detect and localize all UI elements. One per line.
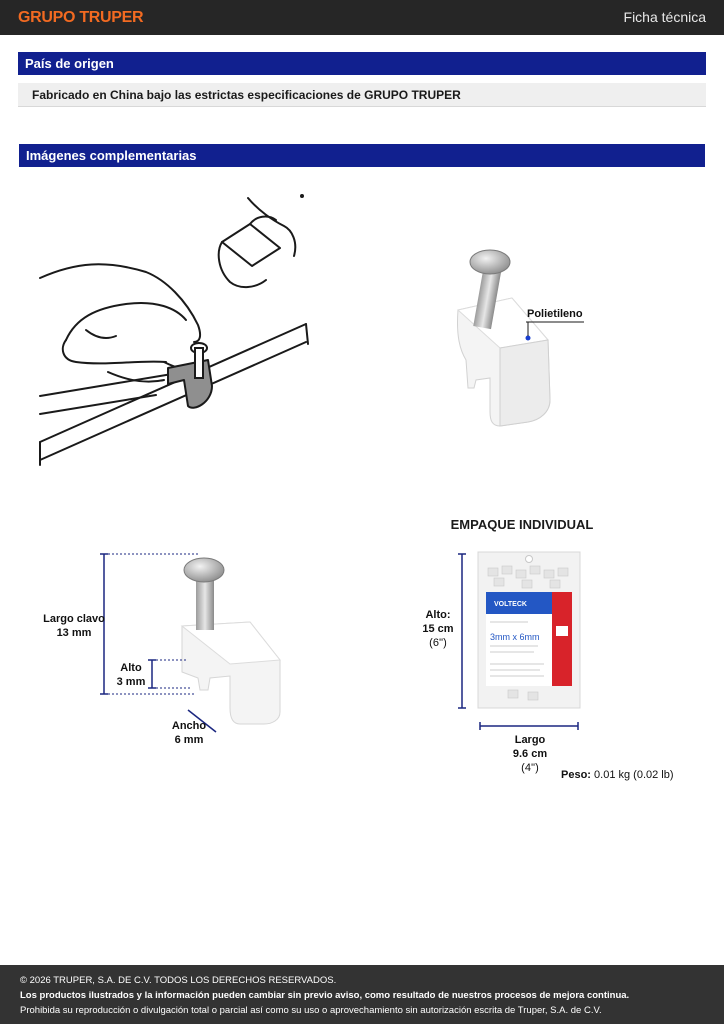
width-title: Ancho [171, 720, 207, 732]
document-type: Ficha técnica [623, 9, 706, 25]
footer-copyright: © 2026 TRUPER, S.A. DE C.V. TODOS LOS DERECHOS RESERVADOS. [20, 975, 337, 986]
package-height-inches: (6'') [429, 637, 447, 649]
origin-text: Fabricado en China bajo las estrictas especificaciones de GRUPO TRUPER [18, 83, 706, 107]
origin-section-heading: País de origen [18, 52, 706, 75]
footer [0, 965, 724, 1024]
height-label [114, 661, 148, 689]
package-length-value: 9.6 cm [512, 748, 548, 760]
package-length-label [508, 733, 552, 775]
images-section-heading: Imágenes complementarias [19, 144, 705, 167]
nail-length-title: Largo clavo [43, 613, 105, 625]
footer-legal: Prohibida su reproducción o divulgación total o parcial así como su uso o aprovechamiento sin autorización escrita de Truper, S.A. de C.V. [20, 1005, 602, 1016]
weight-value: 0.01 kg (0.02 lb) [594, 769, 674, 781]
height-value: 3 mm [116, 676, 146, 688]
nail-length-label [42, 612, 106, 640]
package-height-value: 15 cm [422, 623, 454, 635]
installation-illustration [36, 190, 311, 470]
package-length-title: Largo [514, 734, 546, 746]
package-size: 3mm x 6mm [490, 632, 540, 642]
weight-label: Peso: [561, 769, 591, 781]
package-brand: VOLTECK [494, 601, 527, 608]
clip-dimensions-image [100, 552, 290, 742]
nail-length-value: 13 mm [56, 627, 92, 639]
package-dimension-lines [456, 552, 586, 732]
package-title: EMPAQUE INDIVIDUAL [450, 517, 594, 532]
width-value: 6 mm [174, 734, 204, 746]
width-label [170, 719, 208, 747]
material-pointer-line [526, 320, 586, 340]
brand-logo[interactable]: GRUPO TRUPER [18, 9, 144, 26]
material-label: Polietileno [527, 308, 583, 320]
package-length-inches: (4'') [521, 762, 539, 774]
package-weight [561, 769, 674, 781]
top-bar [0, 0, 724, 35]
package-height-title: Alto: [425, 609, 451, 621]
package-height-label [420, 608, 456, 650]
footer-notice: Los productos ilustrados y la información pueden cambiar sin previo aviso, como resultado de nuestros procesos de mejora continua. [20, 990, 630, 1001]
height-title: Alto [120, 662, 142, 674]
